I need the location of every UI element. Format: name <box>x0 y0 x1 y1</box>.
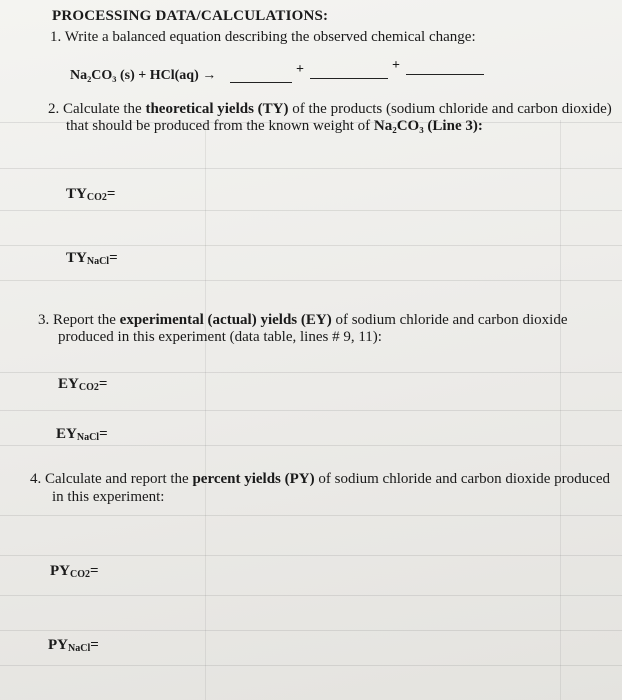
label-subscript: NaCl <box>68 643 91 654</box>
label-subscript: NaCl <box>76 432 100 443</box>
show-through-line <box>560 120 561 700</box>
show-through-line <box>0 280 622 281</box>
question-text: that should be produced from the known weight of <box>66 118 374 134</box>
question-number: 2. <box>48 101 60 117</box>
equals-sign: = <box>98 376 108 392</box>
label-subscript: CO2 <box>78 382 99 393</box>
equals-sign: = <box>109 250 118 266</box>
section-heading: PROCESSING DATA/CALCULATIONS: <box>52 8 329 24</box>
show-through-line <box>0 630 622 631</box>
show-through-line <box>0 210 622 211</box>
product-blank-1[interactable] <box>230 82 292 83</box>
label-text: EY <box>58 376 79 392</box>
ty-nacl-label <box>66 250 118 267</box>
equation-left-side: Na₂CO₃ (s) + HCl(aq) → <box>70 68 217 83</box>
question-3 <box>38 311 567 329</box>
show-through-line <box>0 445 622 446</box>
question-text: Calculate the <box>63 101 146 117</box>
question-2-line-2 <box>66 117 483 135</box>
show-through-line <box>0 595 622 596</box>
ey-nacl-label <box>56 426 108 443</box>
label-text: EY <box>56 426 77 442</box>
show-through-line <box>0 555 622 556</box>
question-text: Report the <box>53 312 120 328</box>
ty-co2-label <box>66 186 115 203</box>
label-text: TY <box>66 186 87 202</box>
product-blank-2[interactable] <box>310 78 388 79</box>
show-through-line <box>205 120 206 700</box>
label-subscript: CO2 <box>70 569 90 580</box>
question-number: 1. <box>50 29 62 45</box>
label-subscript: NaCl <box>86 256 110 267</box>
show-through-line <box>0 168 622 169</box>
question-text: of the products (sodium chloride and carbon dioxide) <box>288 101 612 117</box>
py-nacl-label <box>48 637 99 654</box>
equals-sign: = <box>106 186 116 202</box>
label-text: PY <box>48 637 68 653</box>
show-through-line <box>0 372 622 373</box>
product-blank-3[interactable] <box>406 74 484 75</box>
py-co2-label <box>50 563 99 580</box>
question-4 <box>30 470 610 488</box>
equals-sign: = <box>99 426 108 442</box>
question-text-bold: theoretical yields (TY) <box>145 101 289 117</box>
plus-sign: + <box>296 62 304 77</box>
question-2 <box>48 100 612 118</box>
question-3-line-2: produced in this experiment (data table, lines # 9, 11): <box>58 329 382 345</box>
show-through-line <box>0 665 622 666</box>
question-text-bold: percent yields (PY) <box>192 471 315 487</box>
question-text: Write a balanced equation describing the observed chemical change: <box>64 29 476 45</box>
question-number: 4. <box>30 471 42 487</box>
show-through-line <box>0 410 622 411</box>
question-text: Calculate and report the <box>45 471 193 487</box>
equals-sign: = <box>90 563 99 579</box>
label-text: TY <box>66 250 87 266</box>
label-text: PY <box>50 563 70 579</box>
question-text-bold: Na₂CO₃ (Line 3): <box>373 118 483 134</box>
question-text: of sodium chloride and carbon dioxide <box>331 312 568 328</box>
question-text-bold: experimental (actual) yields (EY) <box>119 312 332 328</box>
question-4-line-2: in this experiment: <box>52 489 165 505</box>
ey-co2-label <box>58 376 107 393</box>
label-subscript: CO2 <box>86 192 107 203</box>
show-through-line <box>0 245 622 246</box>
question-text: of sodium chloride and carbon dioxide produced <box>314 471 610 487</box>
question-number: 3. <box>38 312 50 328</box>
question-1 <box>50 28 476 46</box>
plus-sign: + <box>392 58 400 73</box>
equals-sign: = <box>90 637 99 653</box>
show-through-line <box>0 515 622 516</box>
